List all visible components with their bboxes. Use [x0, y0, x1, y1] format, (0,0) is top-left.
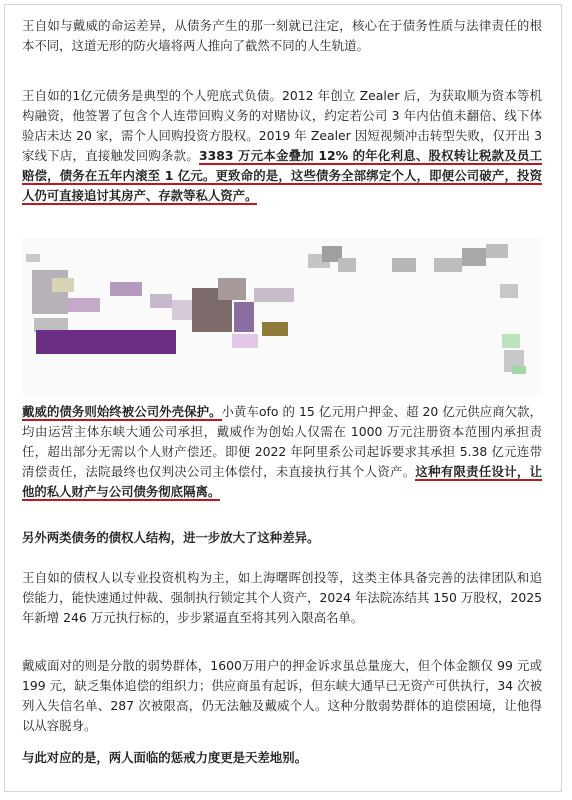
paragraph-creditor-structure — [22, 528, 542, 548]
paragraph-wang-creditors — [22, 568, 542, 628]
blurred-image — [22, 238, 542, 396]
paragraph-dai-debt — [22, 402, 542, 502]
text-run: 小黄车ofo 的 15 亿元用户押金、超 20 亿元供应商欠款，均由运营主体东峡大通公司承担，戴威作为创始人仅需在 1000 万元注册资本范围内承担责任，超出部分无需以个人财产偿还。即便 2022 年阿里系公司起诉要求其承担 5.38 亿元连带清偿责任，法院最终也仅判决公司主体偿付，未直接执行其个人资产。 — [22, 404, 543, 479]
text-run: 王自如与戴威的命运差异，从债务产生的那一刻就已注定，核心在于债务性质与法律责任的根本不同，这道无形的防火墙将两人推向了截然不同的人生轨道。 — [22, 18, 542, 53]
text-run: 3383 万元本金叠加 12% 的年化利息、股权转让税款及员工赔偿，债务在五年内滚至 1 亿元。更致命的是，这些债务全部绑定个人，即便公司破产，投资人仍可直接追讨其房产、存款等私人资产。 — [22, 148, 542, 203]
paragraph-intro — [22, 16, 542, 56]
paragraph-wang-debt — [22, 86, 542, 206]
text-run: 与此对应的是，两人面临的惩戒力度更是天差地别。 — [22, 750, 307, 765]
paragraph-punishment — [22, 748, 542, 768]
text-run: 戴威的债务则始终被公司外壳保护。 — [22, 404, 222, 419]
paragraph-dai-creditors — [22, 656, 542, 736]
text-run: 戴威面对的则是分散的弱势群体，1600万用户的押金诉求虽总量庞大，但个体金额仅 99 元或 199 元，缺乏集体追偿的组织力；供应商虽有起诉，但东峡大通早已无资产可供执行，34 次被列入失信名单、287 次被限高，仍无法触及戴威个人。这种分散弱势群体的追偿困境，让他得以从容脱身。 — [22, 658, 542, 733]
text-run: 王自如的1亿元债务是典型的个人兜底式负债。2012 年创立 Zealer 后，为获取顺为资本等机构融资，他签署了包含个人连带回购义务的对赌协议，约定若公司 3 年内估值未翻倍、线下体验店未达 20 家，需个人回购投资方股权。2019 年 Zealer 因短视频冲击转型失败，仅开出 3 家线下店，直接触发回购条款。 — [22, 88, 542, 163]
text-run: 这种有限责任设计，让他的私人财产与公司债务彻底隔离。 — [22, 464, 543, 499]
text-run: 另外两类债务的债权人结构，进一步放大了这种差异。 — [22, 530, 320, 545]
text-run: 王自如的债权人以专业投资机构为主，如上海曙晖创投等，这类主体具备完善的法律团队和追偿能力，能快速通过仲裁、强制执行锁定其个人资产，2024 年法院冻结其 150 万股权，2025 年新增 246 万元执行标的，步步紧逼直至将其列入限高名单。 — [22, 570, 542, 625]
